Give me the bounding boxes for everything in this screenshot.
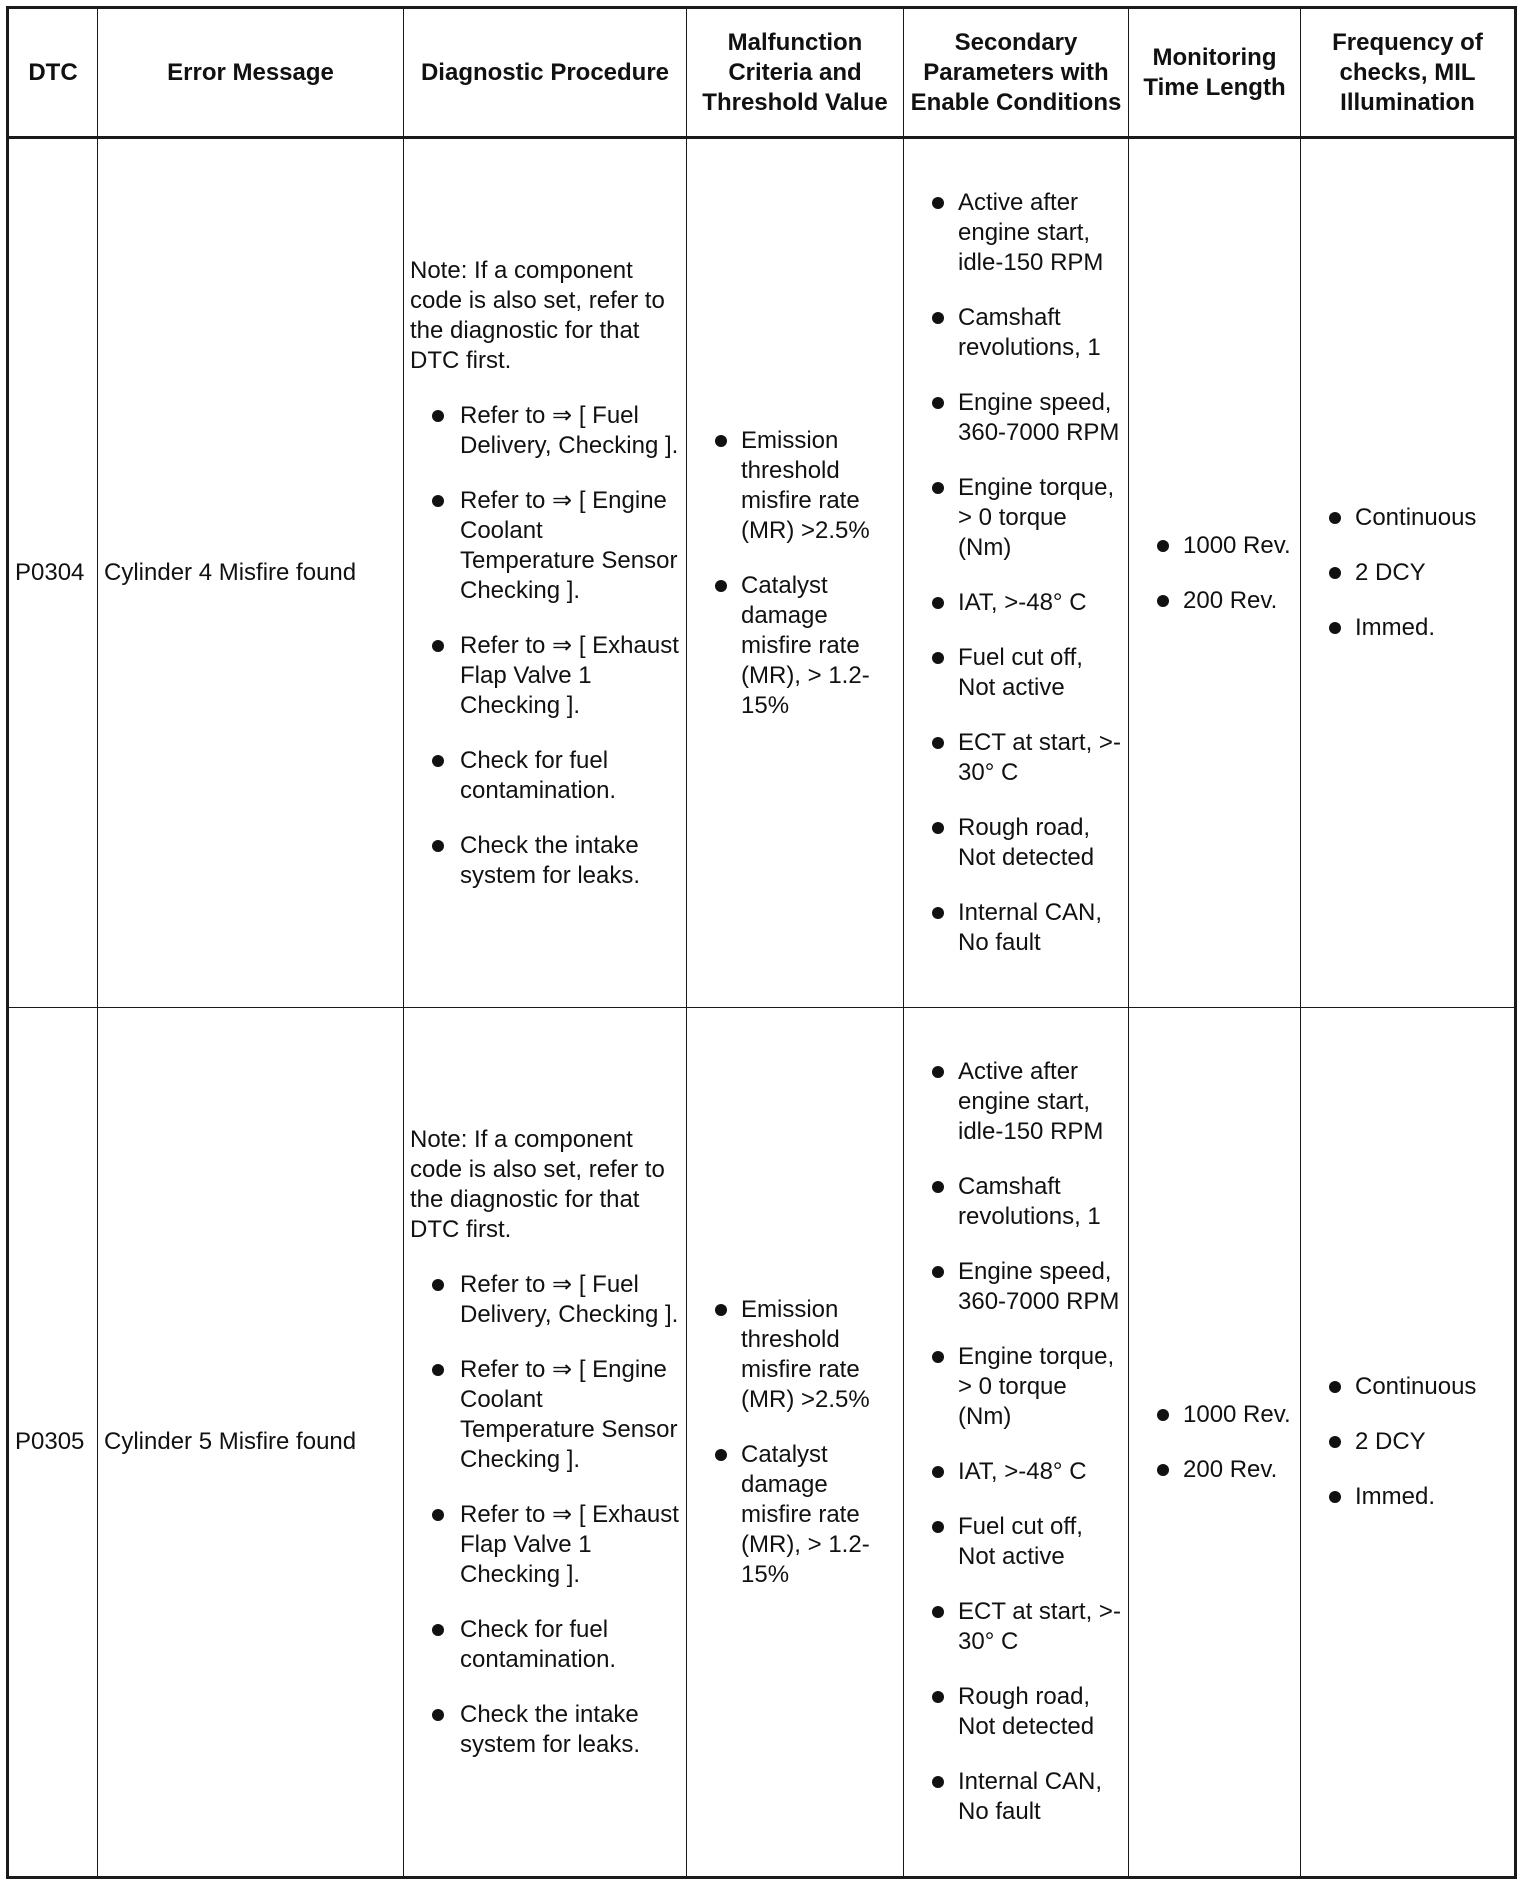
frequency-item [1307, 503, 1508, 533]
procedure-item-text: Check the intake system for leaks. [460, 1700, 641, 1758]
frequency-item [1307, 1482, 1508, 1512]
error-message: Cylinder 4 Misfire found [98, 138, 404, 1008]
secondary-item [910, 728, 1122, 788]
monitoring-item-text: 1000 Rev. [1183, 531, 1291, 559]
malfunction-item [693, 1440, 897, 1590]
bullet-icon [432, 1364, 444, 1376]
secondary-item [910, 898, 1122, 958]
bullet-icon [932, 397, 944, 409]
secondary-item [910, 1512, 1122, 1572]
header-row [8, 8, 1516, 138]
procedure-item-list [410, 1270, 680, 1760]
bullet-icon [932, 197, 944, 209]
malfunction-criteria [687, 138, 904, 1008]
secondary-item [910, 1457, 1122, 1487]
secondary-item-list [910, 1057, 1122, 1827]
dtc-code: P0304 [8, 138, 98, 1008]
bullet-icon [715, 1304, 727, 1316]
monitoring-item [1135, 1455, 1294, 1485]
secondary-item-text: Camshaft revolutions, 1 [958, 304, 1101, 361]
secondary-item-text: Rough road, Not detected [958, 1683, 1095, 1740]
bullet-icon [1329, 1436, 1341, 1448]
secondary-item [910, 1257, 1122, 1317]
bullet-icon [715, 580, 727, 592]
procedure-item-text: Check for fuel contamination. [460, 1615, 617, 1673]
bullet-icon [932, 652, 944, 664]
frequency-item [1307, 558, 1508, 588]
secondary-item [910, 1597, 1122, 1657]
frequency-item-text: Immed. [1355, 1483, 1436, 1510]
header-monitoring-time: Monitoring Time Length [1129, 8, 1301, 138]
header-error-message: Error Message [98, 8, 404, 138]
bullet-icon [432, 1624, 444, 1636]
bullet-icon [432, 1709, 444, 1721]
secondary-item [910, 1342, 1122, 1432]
secondary-item-text: Engine torque, > 0 torque (Nm) [958, 1343, 1115, 1430]
bullet-icon [1157, 540, 1169, 552]
procedure-item-text: Refer to ⇒ [ Fuel Delivery, Checking ]. [460, 1270, 679, 1328]
frequency-item-list [1307, 1372, 1508, 1512]
monitoring-item-text: 200 Rev. [1183, 1455, 1278, 1483]
malfunction-criteria [687, 1008, 904, 1878]
procedure-item [410, 401, 680, 461]
bullet-icon [432, 1279, 444, 1291]
diagnostic-procedure [404, 138, 687, 1008]
bullet-icon [715, 1449, 727, 1461]
bullet-icon [1329, 567, 1341, 579]
procedure-item-text: Refer to ⇒ [ Engine Coolant Temperature Sensor Checking ]. [460, 486, 678, 604]
bullet-icon [432, 755, 444, 767]
bullet-icon [932, 1181, 944, 1193]
secondary-item-text: ECT at start, >- 30° C [958, 1598, 1121, 1655]
procedure-note: Note: If a component code is also set, refer to the diagnostic for that DTC first. [410, 1125, 665, 1243]
malfunction-item-text: Emission threshold misfire rate (MR) >2.5% [741, 426, 870, 544]
dtc-code: P0305 [8, 1008, 98, 1878]
procedure-item [410, 1615, 680, 1675]
procedure-item [410, 1270, 680, 1330]
secondary-item-text: ECT at start, >- 30° C [958, 729, 1121, 786]
procedure-item [410, 831, 680, 891]
monitoring-item-text: 1000 Rev. [1183, 1400, 1291, 1428]
monitoring-item-list [1135, 531, 1294, 616]
secondary-item-text: Active after engine start, idle-150 RPM [958, 189, 1104, 276]
bullet-icon [932, 312, 944, 324]
procedure-item-text: Refer to ⇒ [ Engine Coolant Temperature Sensor Checking ]. [460, 1355, 678, 1473]
frequency-item-text: 2 DCY [1355, 1428, 1426, 1455]
secondary-item [910, 388, 1122, 448]
bullet-icon [1329, 622, 1341, 634]
bullet-icon [1329, 1381, 1341, 1393]
bullet-icon [1157, 1464, 1169, 1476]
secondary-item [910, 1057, 1122, 1147]
secondary-item-text: Engine torque, > 0 torque (Nm) [958, 474, 1115, 561]
secondary-item-text: Internal CAN, No fault [958, 899, 1103, 956]
procedure-item-text: Refer to ⇒ [ Exhaust Flap Valve 1 Checking ]. [460, 631, 679, 719]
frequency-item-text: Continuous [1355, 504, 1477, 531]
diagnostic-procedure [404, 1008, 687, 1878]
monitoring-time [1129, 138, 1301, 1008]
secondary-item-text: Fuel cut off, Not active [958, 1513, 1083, 1570]
bullet-icon [932, 1691, 944, 1703]
bullet-icon [932, 1351, 944, 1363]
procedure-item [410, 486, 680, 606]
secondary-item-text: Active after engine start, idle-150 RPM [958, 1058, 1104, 1145]
malfunction-item [693, 1295, 897, 1415]
procedure-item [410, 1355, 680, 1475]
secondary-item [910, 1172, 1122, 1232]
frequency-mil [1301, 138, 1516, 1008]
bullet-icon [932, 597, 944, 609]
procedure-item-text: Refer to ⇒ [ Fuel Delivery, Checking ]. [460, 401, 679, 459]
bullet-icon [932, 737, 944, 749]
frequency-item-list [1307, 503, 1508, 643]
procedure-item [410, 1500, 680, 1590]
secondary-item [910, 1767, 1122, 1827]
secondary-item-text: Engine speed, 360-7000 RPM [958, 389, 1120, 446]
secondary-item [910, 473, 1122, 563]
malfunction-item-text: Catalyst damage misfire rate (MR), > 1.2-15% [741, 1440, 870, 1588]
secondary-item-text: Engine speed, 360-7000 RPM [958, 1258, 1120, 1315]
secondary-item-text: IAT, >-48° C [958, 589, 1087, 616]
frequency-item-text: 2 DCY [1355, 559, 1426, 586]
table-row [8, 1008, 1516, 1878]
monitoring-item [1135, 531, 1294, 561]
malfunction-item-list [693, 1295, 897, 1590]
header-dtc: DTC [8, 8, 98, 138]
bullet-icon [932, 1521, 944, 1533]
procedure-item-text: Check the intake system for leaks. [460, 831, 641, 889]
secondary-item [910, 643, 1122, 703]
procedure-item-list [410, 401, 680, 891]
secondary-item-text: Fuel cut off, Not active [958, 644, 1083, 701]
malfunction-item-text: Emission threshold misfire rate (MR) >2.5% [741, 1295, 870, 1413]
monitoring-item [1135, 586, 1294, 616]
procedure-item [410, 746, 680, 806]
secondary-item [910, 188, 1122, 278]
procedure-item-text: Refer to ⇒ [ Exhaust Flap Valve 1 Checking ]. [460, 1500, 679, 1588]
bullet-icon [932, 482, 944, 494]
secondary-item [910, 303, 1122, 363]
bullet-icon [432, 840, 444, 852]
bullet-icon [932, 907, 944, 919]
monitoring-item [1135, 1400, 1294, 1430]
bullet-icon [932, 1606, 944, 1618]
bullet-icon [1329, 512, 1341, 524]
frequency-item-text: Continuous [1355, 1373, 1477, 1400]
header-frequency-mil: Frequency of checks, MIL Illumination [1301, 8, 1516, 138]
procedure-item [410, 631, 680, 721]
secondary-item [910, 813, 1122, 873]
dtc-table [6, 6, 1517, 1879]
frequency-item [1307, 1427, 1508, 1457]
bullet-icon [1157, 595, 1169, 607]
bullet-icon [432, 1509, 444, 1521]
procedure-item-text: Check for fuel contamination. [460, 746, 617, 804]
header-diagnostic-procedure: Diagnostic Procedure [404, 8, 687, 138]
secondary-item-text: Camshaft revolutions, 1 [958, 1173, 1101, 1230]
monitoring-item-list [1135, 1400, 1294, 1485]
malfunction-item-list [693, 426, 897, 721]
header-secondary-parameters: Secondary Parameters with Enable Conditions [904, 8, 1129, 138]
bullet-icon [932, 1466, 944, 1478]
bullet-icon [432, 640, 444, 652]
monitoring-time [1129, 1008, 1301, 1878]
bullet-icon [932, 822, 944, 834]
bullet-icon [432, 495, 444, 507]
secondary-item-text: Rough road, Not detected [958, 814, 1095, 871]
frequency-item-text: Immed. [1355, 614, 1436, 641]
secondary-item [910, 1682, 1122, 1742]
secondary-parameters [904, 138, 1129, 1008]
bullet-icon [932, 1266, 944, 1278]
table-row [8, 138, 1516, 1008]
table-body [8, 138, 1516, 1878]
frequency-item [1307, 613, 1508, 643]
malfunction-item-text: Catalyst damage misfire rate (MR), > 1.2-15% [741, 571, 870, 719]
bullet-icon [1329, 1491, 1341, 1503]
secondary-parameters [904, 1008, 1129, 1878]
frequency-mil [1301, 1008, 1516, 1878]
secondary-item-text: IAT, >-48° C [958, 1458, 1087, 1485]
bullet-icon [1157, 1409, 1169, 1421]
header-malfunction-criteria: Malfunction Criteria and Threshold Value [687, 8, 904, 138]
secondary-item-list [910, 188, 1122, 958]
bullet-icon [932, 1066, 944, 1078]
frequency-item [1307, 1372, 1508, 1402]
secondary-item [910, 588, 1122, 618]
monitoring-item-text: 200 Rev. [1183, 586, 1278, 614]
error-message: Cylinder 5 Misfire found [98, 1008, 404, 1878]
procedure-note: Note: If a component code is also set, refer to the diagnostic for that DTC first. [410, 256, 665, 374]
malfunction-item [693, 426, 897, 546]
procedure-item [410, 1700, 680, 1760]
secondary-item-text: Internal CAN, No fault [958, 1768, 1103, 1825]
bullet-icon [432, 410, 444, 422]
bullet-icon [932, 1776, 944, 1788]
malfunction-item [693, 571, 897, 721]
bullet-icon [715, 435, 727, 447]
